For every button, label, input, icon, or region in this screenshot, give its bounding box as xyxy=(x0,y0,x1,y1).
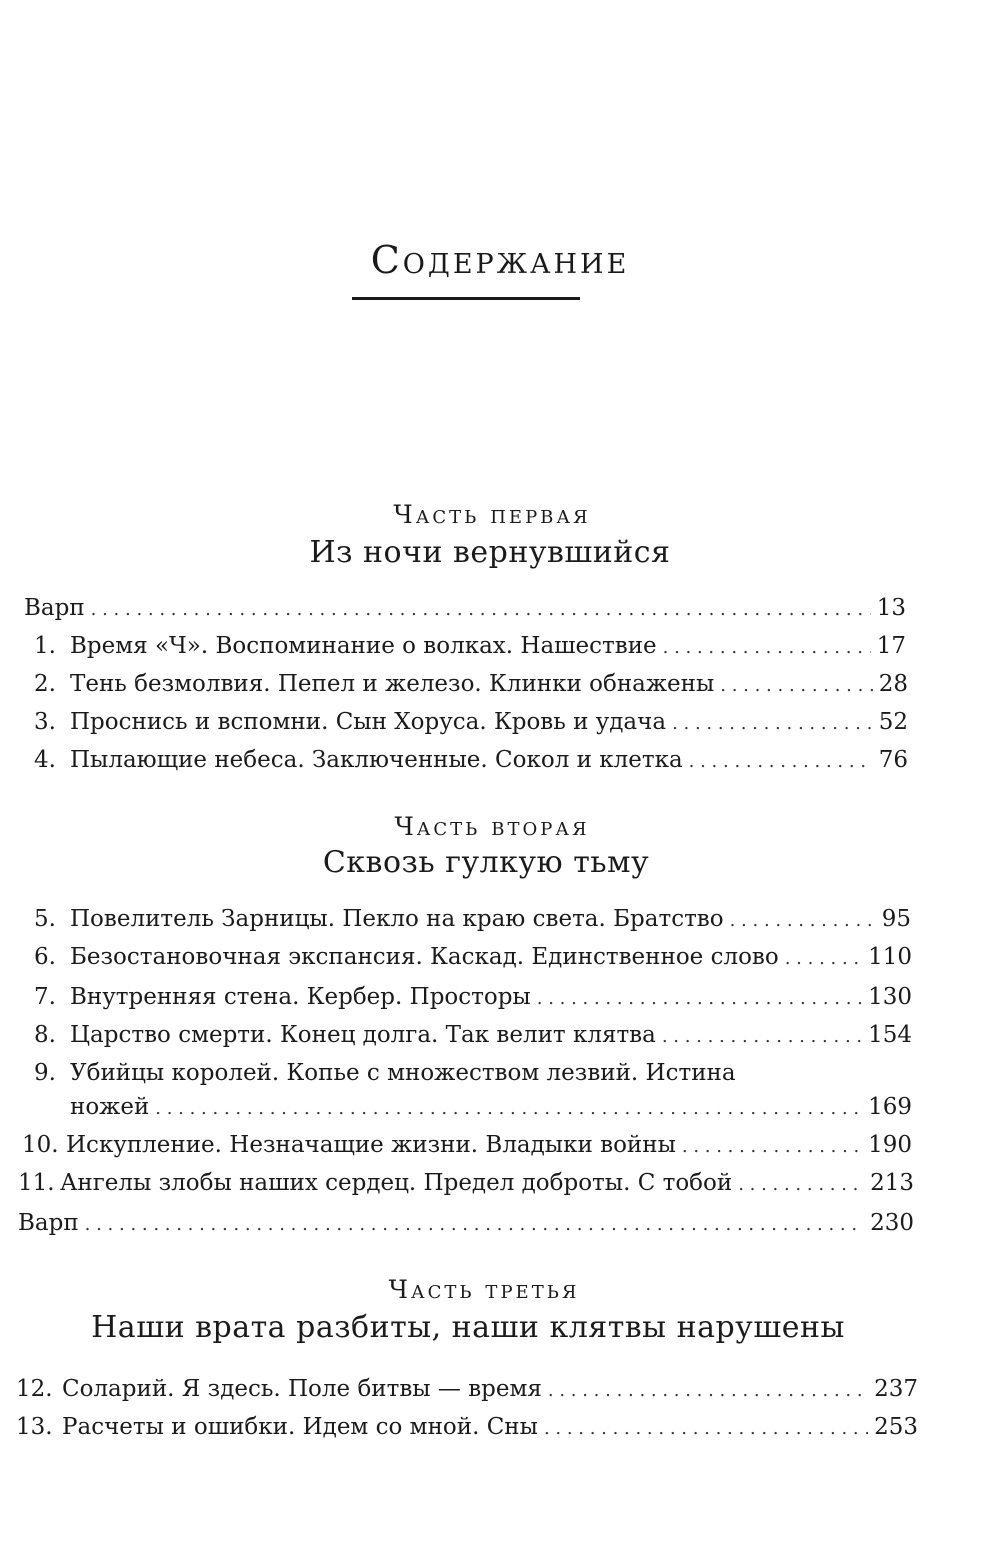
toc-entry-title: Внутренняя стена. Кербер. Просторы xyxy=(70,984,531,1010)
part-label: Часть вторая xyxy=(394,812,590,841)
toc-entry-number: 9. xyxy=(34,1060,56,1086)
toc-entry[interactable] xyxy=(34,902,911,938)
toc-entry-number: 2. xyxy=(34,671,56,697)
part-title: Сквозь гулкую тьму xyxy=(322,845,650,880)
dot-leader xyxy=(682,1130,862,1164)
part-label: Часть первая xyxy=(393,500,591,529)
toc-entry-title: Царство смерти. Конец долга. Так велит клятва xyxy=(70,1022,656,1048)
toc-entry[interactable] xyxy=(22,1128,912,1164)
dot-leader xyxy=(155,1092,862,1126)
dot-leader xyxy=(91,593,871,627)
page-title: Содержание xyxy=(370,238,630,282)
toc-page-number: 130 xyxy=(868,984,912,1010)
toc-page-number: 169 xyxy=(868,1094,912,1120)
toc-entry[interactable] xyxy=(18,1206,914,1242)
toc-page-number: 213 xyxy=(870,1170,914,1196)
toc-page-number: 110 xyxy=(868,944,912,970)
toc-entry-number: 7. xyxy=(34,984,56,1010)
toc-entry[interactable] xyxy=(34,629,906,665)
toc-page-number: 154 xyxy=(868,1022,912,1048)
toc-entry[interactable] xyxy=(34,667,908,703)
dot-leader xyxy=(672,707,873,741)
toc-entry-title: Время «Ч». Воспоминание о волках. Нашествие xyxy=(70,633,657,659)
toc-entry-title: Убийцы королей. Копье с множеством лезвий. Истина xyxy=(70,1060,736,1086)
dot-leader xyxy=(738,1168,864,1202)
dot-leader xyxy=(537,982,862,1016)
toc-entry-title: Искупление. Незначащие жизни. Владыки войны xyxy=(66,1132,676,1158)
toc-page-number: 28 xyxy=(878,671,908,697)
toc-entry-title-continued: ножей xyxy=(70,1094,150,1120)
toc-entry[interactable] xyxy=(34,940,912,976)
toc-page-number: 13 xyxy=(876,595,906,621)
toc-entry-title: Ангелы злобы наших сердец. Предел доброты. С тобой xyxy=(60,1170,733,1196)
toc-entry[interactable] xyxy=(34,705,908,741)
toc-page-number: 76 xyxy=(878,747,908,773)
toc-entry-number: 10. xyxy=(22,1132,59,1158)
part-title: Наши врата разбиты, наши клятвы нарушены xyxy=(91,1310,845,1345)
toc-entry[interactable] xyxy=(34,980,912,1016)
dot-leader xyxy=(785,942,862,976)
toc-entry-number: 5. xyxy=(34,906,56,932)
toc-entry-number: 3. xyxy=(34,709,56,735)
title-underline xyxy=(352,297,580,300)
toc-page-number: 17 xyxy=(876,633,906,659)
toc-entry[interactable] xyxy=(16,1372,918,1408)
toc-entry-title: Безостановочная экспансия. Каскад. Единственное слово xyxy=(70,944,779,970)
toc-entry[interactable] xyxy=(34,1018,912,1054)
part-title: Из ночи вернувшийся xyxy=(309,535,671,570)
toc-entry[interactable] xyxy=(16,1410,918,1446)
toc-entry-title: Варп xyxy=(18,1210,79,1236)
toc-page-number: 253 xyxy=(874,1414,918,1440)
toc-page-number: 237 xyxy=(874,1376,918,1402)
dot-leader xyxy=(548,1374,868,1408)
toc-page-number: 52 xyxy=(878,709,908,735)
dot-leader xyxy=(663,631,871,665)
toc-entry-number: 6. xyxy=(34,944,56,970)
toc-entry-title: Повелитель Зарницы. Пекло на краю света. Братство xyxy=(70,906,724,932)
dot-leader xyxy=(662,1020,862,1054)
toc-entry[interactable] xyxy=(34,743,908,779)
toc-entry[interactable] xyxy=(24,591,906,627)
dot-leader xyxy=(544,1412,868,1446)
toc-entry-number: 11. xyxy=(18,1170,55,1196)
dot-leader xyxy=(730,904,876,938)
toc-entry-number: 13. xyxy=(16,1414,53,1440)
toc-page-number: 95 xyxy=(881,906,911,932)
toc-entry-number: 4. xyxy=(34,747,56,773)
dot-leader xyxy=(85,1208,864,1242)
part-label: Часть третья xyxy=(388,1275,580,1304)
toc-entry[interactable] xyxy=(18,1166,914,1202)
toc-entry-title: Проснись и вспомни. Сын Хоруса. Кровь и удача xyxy=(70,709,667,735)
toc-entry-number: 12. xyxy=(16,1376,53,1402)
toc-entry-title: Варп xyxy=(24,595,85,621)
dot-leader xyxy=(689,745,873,779)
toc-entry-number: 8. xyxy=(34,1022,56,1048)
toc-entry-multiline[interactable] xyxy=(34,1056,912,1126)
toc-page-number: 190 xyxy=(868,1132,912,1158)
toc-entry-title: Пылающие небеса. Заключенные. Сокол и клетка xyxy=(70,747,683,773)
toc-entry-title: Соларий. Я здесь. Поле битвы — время xyxy=(62,1376,542,1402)
toc-entry-number: 1. xyxy=(34,633,56,659)
toc-entry-title: Тень безмолвия. Пепел и железо. Клинки обнажены xyxy=(70,671,715,697)
toc-entry-title: Расчеты и ошибки. Идем со мной. Сны xyxy=(62,1414,538,1440)
dot-leader xyxy=(720,669,872,703)
toc-page-number: 230 xyxy=(870,1210,914,1236)
